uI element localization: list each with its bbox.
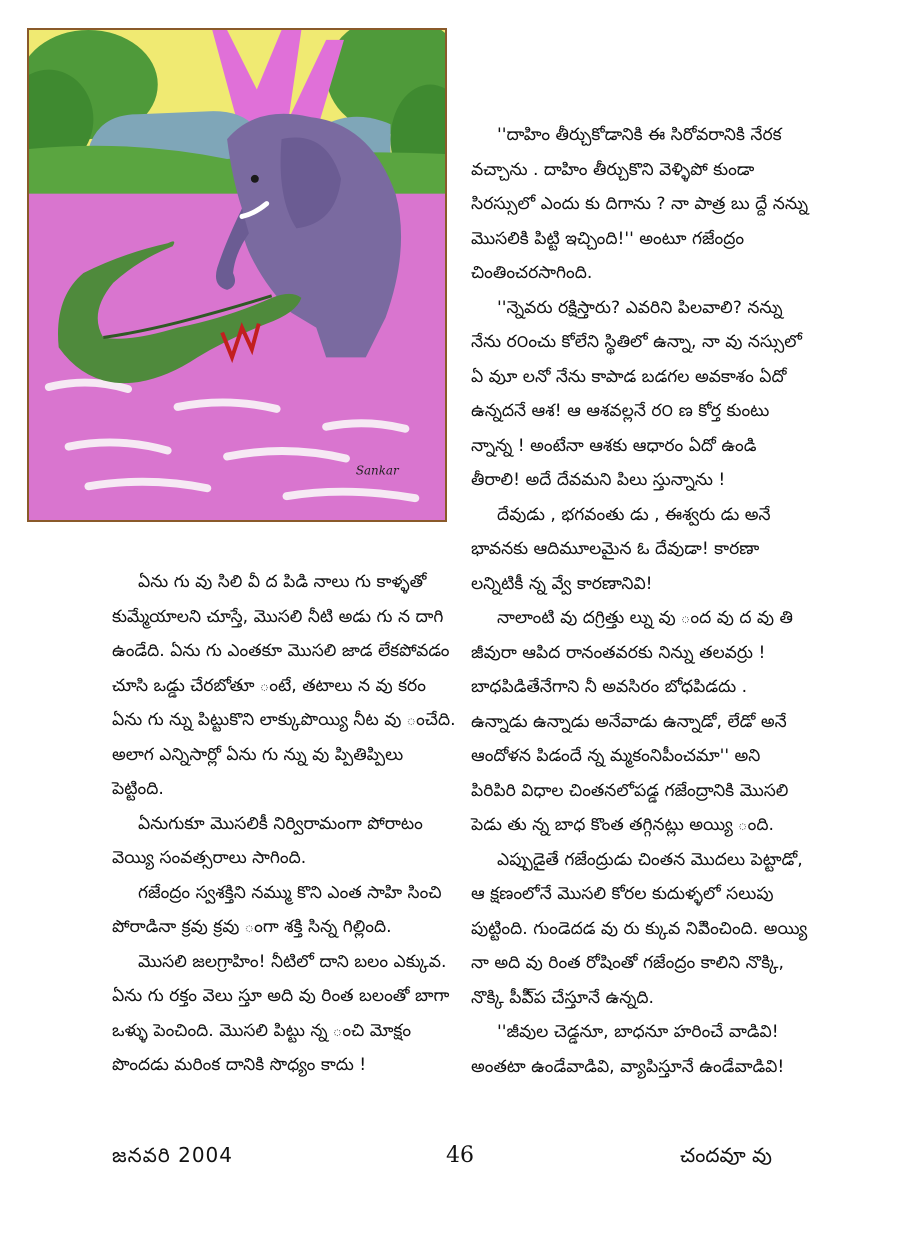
paragraph: దేవుడు , భగవంతు డు , ఈశ్వరు డు అనే భావనకు ఆదిమూలమైన ఓ దేవుడా! కారణా లన్నిటికీ న్న వ్వే కారణానివి! [471, 504, 771, 594]
paragraph: ఏను గు వు సిలి వీ ద పిడి నాలు గు కాళ్ళతో కుమ్మేయాలని చూస్తే, మొసలి నీటి అడు గు న దాగి ఉండేది. ఏను గు ఎంతకూ మొసలి జాడ లేకపోవడం చూసి ఒడ్డు చేరబోతూ ంటే, తటాలు న వు కరం ఏను గు న్ను పిట్టుకొని లాక్కుపొయ్యి నీట వు ంచేది. అలాగ ఎన్నిసార్లో ఏను గు న్ను వు ప్పితిప్పిలు పెట్టింది. [112, 572, 456, 799]
artist-signature: Sankar [355, 463, 399, 478]
paragraph: మొసలి జలగ్రాహిం! నీటిలో దాని బలం ఎక్కువ. ఏను గు రక్తం వెలు స్తూ అది వు రింత బలంతో బాగా ఒళ్ళు పెంచింది. మొసలి పిట్టు న్న ంచి మోక్షం పొందడు మరింక దానికి సొధ్యం కాదు ! [112, 951, 450, 1075]
magazine-name: చందవూ వు [680, 1143, 772, 1167]
paragraph: ''దాహిం తీర్చుకోడానికి ఈ సిరోవరానికి నేరక వచ్చాను . దాహిం తీర్చుకొని వెళ్ళిపో కుండా సిరస్సులో ఎందు కు దిగాను ? నా పాత్ర బు ద్దే నన్ను మొసలికి పిట్టి ఇచ్చింది!'' అంటూ గజేంద్రం చింతించరసాగింది. [471, 125, 809, 283]
paragraph: నాలాంటి వు దగ్రిత్తు ల్ను వు ంద వు ద వు తి జీవురా ఆపిద రానంతవరకు నిన్ను తలవర్రు ! బాధపిడితేనేగాని నీ అవసిరం బోధపిడదు . ఉన్నాడు ఉన్నాడు అనేవాడు ఉన్నాడో, లేడో అనే ఆందోళన పిడందే న్న మ్మకంనిపీంచమా'' అని పిరిపిరి విధాల చింతనలోపడ్డ గజేంద్రానికి మొసలి పెడు తు న్న బాధ కొంత తగ్గినట్లు అయ్యి ంది. [471, 608, 793, 835]
page-number: 46 [446, 1143, 474, 1168]
gajendra-moksham-illustration [27, 28, 447, 522]
right-text-column [471, 118, 809, 1084]
left-text-column [112, 565, 458, 1083]
issue-date: జనవరి 2004 [112, 1143, 233, 1167]
paragraph: గజేంద్రం స్వశక్తిని నమ్ము కొని ఎంత సాహి సించి పోరాడినా క్రవు క్రవు ంగా శక్తి సిన్న గిల్లింది. [112, 882, 442, 937]
paragraph: ఏనుగుకూ మొసలికీ నిర్విరామంగా పోరాటం వెయ్యి సంవత్సరాలు సాగింది. [112, 813, 423, 868]
paragraph: ''జీవుల చెడ్డనూ, బాధనూ హరించే వాడివి! అంతటా ఉండేవాడివి, వ్యాపిస్తూనే ఉండేవాడివి! [471, 1022, 785, 1077]
elephant-crocodile-image [29, 30, 445, 520]
paragraph: ఎప్పుడైతే గజేంద్రుడు చింతన మొదలు పెట్టాడో, ఆ క్షణంలోనే మొసలి కోరల కుదుళ్ళలో సలుపు పుట్టింది. గుండెదడ వు రు క్కువ నిపిించింది. అయ్యి నా అది వు రింత రోషింతో గజేంద్రం కాలిని నొక్కి, నొక్కి పీపీ్ప చేస్తూనే ఉన్నది. [471, 849, 808, 1008]
paragraph: ''న్నెవరు రక్షిస్తారు? ఎవరిని పిలవాలి? నన్ను నేను ర౦ంచు కోలేని స్థితిలో ఉన్నా, నా వు నస్సులో ఏ వుూ లనో నేను కాపాడ బడగల అవకాశం ఏదో ఉన్నదనే ఆశ! ఆ ఆశవల్లనే ర౦ ణ కోర్త కుంటు న్నాన్న ! అంటేనా ఆశకు ఆధారం ఏదో ఉండి తీరాలి! అదే దేవమని పిలు స్తున్నాను ! [471, 297, 802, 490]
